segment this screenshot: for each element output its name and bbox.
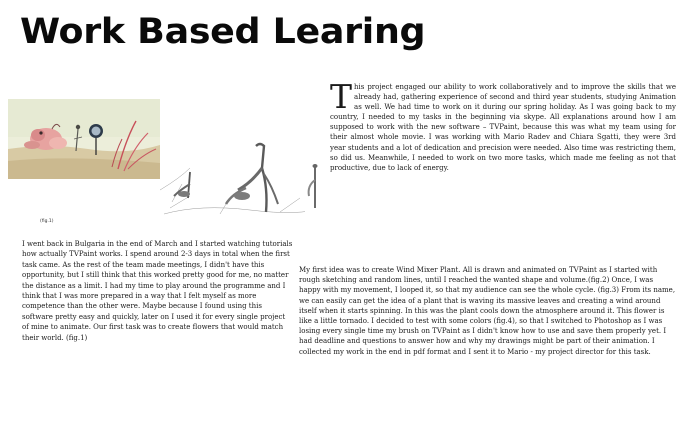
intro-paragraph (330, 77, 676, 173)
right-column-paragraph: My first idea was to create Wind Mixer Plant. All is drawn and animated on TVPaint as I started with rough sketching and random lines, until I reached the wanted shape and volume.(fig.2) Once, I was happy with my movement, I looped it, so that my audience can see the whole cycle. (fig.3) From its name, we can easily can get the idea of a plant that is waving its massive leaves and creating a wind around itself when it starts spinning. In this was the plant cools down the atmosphere around it. This flower is like a little tornado. I decided to test with some colors (fig.4), so that I switched to Photoshop as I was losing every single time my brush on TVPaint as I didn't know how to use and save them properly yet. I had deadline and questions to answer how and why my drawings might be part of their animation. I collected my work in the end in pdf format and I sent it to Mario - my project director for this task. (299, 266, 676, 356)
intro-body: his project engaged our ability to work collaboratively and to improve the skills that we already had, gathering experience of second and third year students, studying Animation as well. We had time to work on it during our spring holiday. As I was going back to my country, I needed to my tasks in the beginning via skype. All explanations around how I am supposed to work with the new software – TVPaint, because this was what my team using for their almost whole movie. I was working with Mario Radev and Chiara Sgatti, they were 3rd year students and a lot of dedication and precision were needed. Also time was restricting them, so did us. Meanwhile, I needed to work on two more tasks, which made me feeling as not that productive, due to lack of energy. (330, 83, 676, 172)
figure-2-sketch (160, 138, 325, 218)
figure-1-image (8, 99, 160, 179)
page-title: Work Based Learing (20, 12, 426, 52)
left-column-paragraph: I went back in Bulgaria in the end of March and I started watching tutorials how actually TVPaint works. I spend around 2-3 days in total when the first task came. As the rest of the team made meetings, I didn't have this opportunity, but I still think that this worked pretty good for me, no matter the distance as a limit. I had my time to play around the programme and I think that I was more prepared in a way that I felt myself as more competence than the other were. Maybe because I found using this software pretty easy and quickly, later on I used it for every single project of mine to animate. Our first task was to create flowers that would match their world. (fig.1) (22, 240, 293, 342)
drop-cap: T (330, 77, 353, 116)
figure-1-caption: (fig.1) (40, 219, 54, 224)
figure-3-sketch (305, 162, 325, 214)
